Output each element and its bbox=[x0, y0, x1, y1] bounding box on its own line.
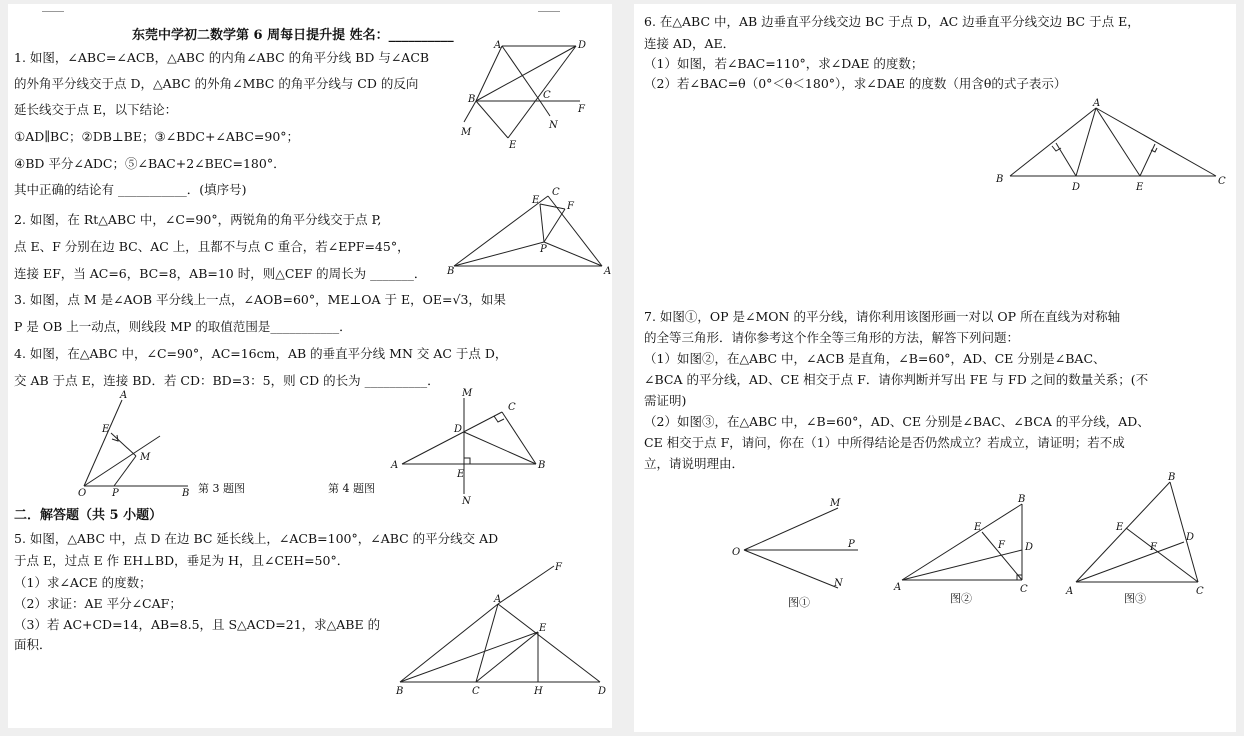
fig-label: F bbox=[567, 201, 574, 212]
q2-line: 点 E、F 分别在边 BC、AC 上，且都不与点 C 重合，若∠EPF=45°， bbox=[14, 239, 410, 254]
q1-line: 的外角平分线交于点 D，△ABC 的外角∠MBC 的角平分线与 CD 的反向 bbox=[14, 76, 419, 91]
fig-label: D bbox=[1186, 532, 1195, 543]
fig-label: E bbox=[532, 195, 540, 206]
fig-label: A bbox=[1066, 586, 1074, 597]
fig-label: M bbox=[462, 388, 473, 399]
crop-mark bbox=[42, 4, 64, 12]
q7-figure-1 bbox=[730, 492, 866, 612]
fig-label: F bbox=[555, 562, 562, 573]
q2-line: 2. 如图，在 Rt△ABC 中，∠C=90°，两锐角的角平分线交于点 P, bbox=[14, 212, 382, 227]
fig-label: E bbox=[1136, 182, 1144, 193]
fig-label: F bbox=[578, 104, 585, 115]
fig-label: B bbox=[447, 266, 455, 277]
fig-label: O bbox=[732, 547, 741, 558]
fig-label: D bbox=[1025, 542, 1034, 553]
fig-label: M bbox=[830, 498, 841, 509]
fig-label: B bbox=[1018, 494, 1026, 505]
q5-line: （2）求证：AE 平分∠CAF； bbox=[14, 596, 182, 611]
q5-line: （3）若 AC+CD=14，AB=8.5，且 S△ACD=21，求△ABE 的 bbox=[14, 617, 381, 632]
worksheet-title: 东莞中学初二数学第 6 周每日提升提 姓名：__________ bbox=[132, 28, 454, 43]
fig-label: A bbox=[120, 390, 128, 401]
q6-figure bbox=[990, 94, 1230, 194]
fig-label: E bbox=[457, 469, 465, 480]
figure-caption: 第 4 题图 bbox=[328, 482, 375, 495]
fig-label: A bbox=[494, 594, 502, 605]
fig-label: M bbox=[461, 127, 472, 138]
fig-label: B bbox=[996, 174, 1004, 185]
q3-line: P 是 OB 上一动点，则线段 MP 的取值范围是___________． bbox=[14, 319, 352, 334]
q2-figure bbox=[444, 186, 612, 277]
fig-label: D bbox=[598, 686, 607, 697]
q1-line: ④BD 平分∠ADC；⑤∠BAC+2∠BEC=180°． bbox=[14, 156, 286, 171]
fig-label: D bbox=[454, 424, 463, 435]
fig-label: E bbox=[539, 623, 547, 634]
fig-label: F bbox=[1150, 542, 1157, 553]
fig-label: A bbox=[494, 40, 502, 51]
fig-label: E bbox=[974, 522, 982, 533]
q5-line: （1）求∠ACE 的度数； bbox=[14, 575, 152, 590]
fig-label: C bbox=[1020, 584, 1028, 595]
q5-line: 5. 如图，△ABC 中，点 D 在边 BC 延长线上，∠ACB=100°，∠ABC 的平分线交 AD bbox=[14, 531, 499, 546]
fig-label: A bbox=[604, 266, 612, 277]
fig-label: D bbox=[1072, 182, 1081, 193]
fig-label: C bbox=[1218, 176, 1226, 187]
fig-label: N bbox=[462, 496, 471, 507]
fig-label: B bbox=[468, 94, 476, 105]
section-heading: 二．解答题（共 5 小题） bbox=[14, 508, 163, 523]
fig-label: E bbox=[102, 424, 110, 435]
q7-line: ∠BCA 的平分线，AD、CE 相交于点 F．请你判断并写出 FE 与 FD 之间的数量关系；(不 bbox=[644, 372, 1149, 387]
q3-line: 3. 如图，点 M 是∠AOB 平分线上一点，∠AOB=60°，ME⊥OA 于 E，OE=√3，如果 bbox=[14, 292, 506, 307]
q4-figure bbox=[380, 386, 548, 512]
q5-figure bbox=[388, 560, 606, 702]
q7-line: CE 相交于点 F，请问，你在（1）中所得结论是否仍然成立？若成立，请证明；若不成 bbox=[644, 435, 1125, 450]
q5-line: 面积． bbox=[14, 637, 52, 652]
fig-label: C bbox=[543, 90, 551, 101]
fig-label: A bbox=[1093, 98, 1101, 109]
q7-line: 需证明) bbox=[644, 393, 687, 408]
fig-label: O bbox=[78, 488, 87, 499]
fig-label: N bbox=[549, 120, 558, 131]
q7-figure-3 bbox=[1064, 470, 1214, 610]
q7-figure-2 bbox=[890, 494, 1040, 614]
figure-caption: 图② bbox=[950, 592, 972, 605]
fig-label: P bbox=[540, 244, 547, 255]
q3-figure bbox=[74, 388, 204, 499]
q6-line: （1）如图，若∠BAC=110°，求∠DAE 的度数； bbox=[644, 56, 924, 71]
figure-caption: 图① bbox=[788, 596, 810, 609]
fig-label: P bbox=[848, 539, 855, 550]
q7-line: 7. 如图①，OP 是∠MON 的平分线，请你利用该图形画一对以 OP 所在直线为对称轴 bbox=[644, 309, 1121, 324]
q1-line: 延长线交于点 E，以下结论： bbox=[14, 102, 178, 117]
fig-label: H bbox=[534, 686, 543, 697]
fig-label: E bbox=[509, 140, 517, 151]
fig-label: C bbox=[552, 187, 560, 198]
fig-label: F bbox=[998, 540, 1005, 551]
left-page bbox=[8, 4, 612, 728]
fig-label: C bbox=[472, 686, 480, 697]
fig-label: A bbox=[894, 582, 902, 593]
q7-line: 立，请说明理由． bbox=[644, 456, 745, 471]
q5-line: 于点 E，过点 E 作 EH⊥BD，垂足为 H，且∠CEH=50°． bbox=[14, 553, 350, 568]
fig-label: E bbox=[1116, 522, 1124, 533]
fig-label: B bbox=[396, 686, 404, 697]
fig-label: B bbox=[538, 460, 546, 471]
q7-line: 的全等三角形．请你参考这个作全等三角形的方法，解答下列问题： bbox=[644, 330, 1020, 345]
q1-line: ①AD∥BC；②DB⊥BE；③∠BDC+∠ABC=90°； bbox=[14, 129, 300, 144]
q7-line: （2）如图③，在△ABC 中，∠B=60°，AD、CE 分别是∠BAC、∠BCA 的平分线，AD、 bbox=[644, 414, 1150, 429]
fig-label: N bbox=[834, 578, 843, 589]
q4-line: 交 AB 于点 E，连接 BD．若 CD：BD=3：5，则 CD 的长为 __________． bbox=[14, 373, 440, 388]
q6-line: 6. 在△ABC 中，AB 边垂直平分线交边 BC 于点 D，AC 边垂直平分线交边 BC 于点 E， bbox=[644, 14, 1140, 29]
q7-line: （1）如图②，在△ABC 中，∠ACB 是直角，∠B=60°，AD、CE 分别是∠BAC、 bbox=[644, 351, 1106, 366]
q6-line: 连接 AD，AE． bbox=[644, 36, 736, 51]
fig-label: D bbox=[578, 40, 587, 51]
figure-caption: 第 3 题图 bbox=[198, 482, 245, 495]
q2-line: 连接 EF，当 AC=6，BC=8，AB=10 时，则△CEF 的周长为 _______． bbox=[14, 266, 427, 281]
crop-mark bbox=[538, 4, 560, 12]
figure-caption: 图③ bbox=[1124, 592, 1146, 605]
q4-line: 4. 如图，在△ABC 中，∠C=90°，AC=16cm，AB 的垂直平分线 MN 交 AC 于点 D， bbox=[14, 346, 508, 361]
q6-line: （2）若∠BAC=θ（0°＜θ＜180°），求∠DAE 的度数（用含θ的式子表示） bbox=[644, 76, 1067, 91]
fig-label: P bbox=[112, 488, 119, 499]
fig-label: A bbox=[391, 460, 399, 471]
q1-line: 其中正确的结论有 ___________．(填序号) bbox=[14, 182, 247, 197]
fig-label: C bbox=[508, 402, 516, 413]
right-page bbox=[634, 4, 1236, 732]
q1-line: 1. 如图，∠ABC=∠ACB，△ABC 的内角∠ABC 的角平分线 BD 与∠ACB bbox=[14, 50, 430, 65]
fig-label: B bbox=[1168, 472, 1176, 483]
q1-figure bbox=[454, 34, 604, 154]
fig-label: C bbox=[1196, 586, 1204, 597]
fig-label: B bbox=[182, 488, 190, 499]
fig-label: M bbox=[140, 452, 151, 463]
